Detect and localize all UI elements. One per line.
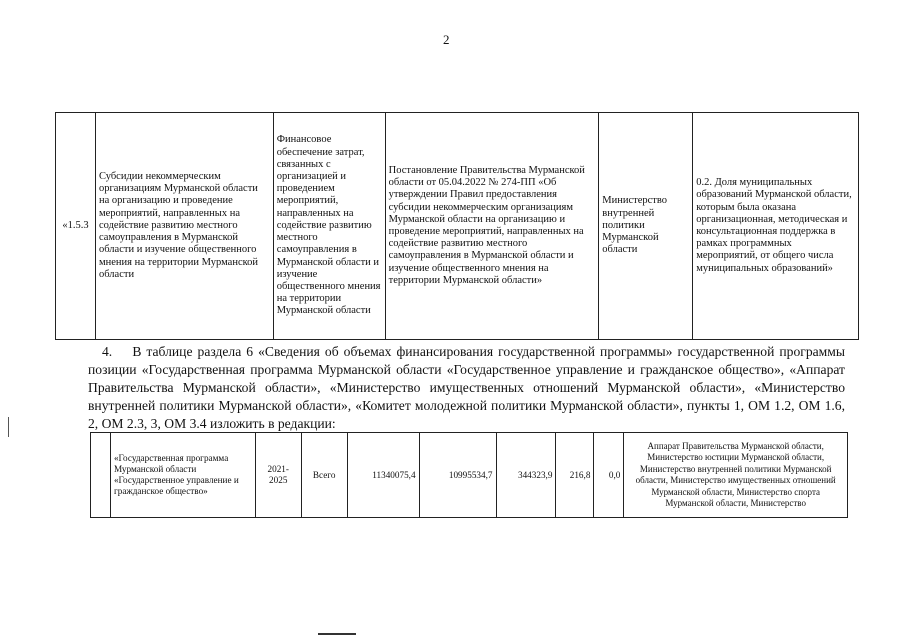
funding-value-3: 216,8 xyxy=(556,433,594,518)
page-number: 2 xyxy=(443,32,450,47)
margin-mark xyxy=(8,417,9,437)
table-row xyxy=(91,433,848,518)
table-row xyxy=(56,113,859,340)
program-executors: Аппарат Правительства Мурманской области, Министерство юстиции Мурманской области, Министерство внутренней политики Мурманской области, Министерство имущественных отношений Мурманской области, Министерство спорта Мурманской области, Министерство xyxy=(624,433,848,518)
measure-ministry: Министерство внутренней политики Мурманской области xyxy=(599,113,693,340)
funding-value-1: 10995534,7 xyxy=(419,433,496,518)
funding-value-2: 344323,9 xyxy=(496,433,556,518)
funding-source: Всего xyxy=(301,433,347,518)
amendment-paragraph xyxy=(88,343,845,433)
measures-table xyxy=(55,112,859,340)
funding-value-4: 0,0 xyxy=(594,433,624,518)
program-years: 2021-2025 xyxy=(255,433,301,518)
financing-table xyxy=(90,432,848,518)
measure-decree: Постановление Правительства Мурманской области от 05.04.2022 № 274-ПП «Об утверждении Правил предоставления субсидии некоммерческим организациям Мурманской области на организацию и проведение мероприятий, направленных на содействие развитию местного самоуправления в Мурманской области и изучение общественного мнения на территории Мурманской области» xyxy=(385,113,599,340)
measure-number: «1.5.3 xyxy=(56,113,96,340)
measure-purpose: Финансовое обеспечение затрат, связанных с организацией и проведением мероприятий, направленных на содействие развитию местного самоуправления в Мурманской области и изучение общественного мнения на территории Мурманской области xyxy=(273,113,385,340)
funding-total: 11340075,4 xyxy=(347,433,419,518)
measure-name: Субсидии некоммерческим организациям Мурманской области на организацию и проведение мероприятий, направленных на содействие развитию местного самоуправления в Мурманской области и изучение общественного мнения на территории Мурманской области xyxy=(95,113,273,340)
program-name: «Государственная программа Мурманской области «Государственное управление и гражданское общество» xyxy=(110,433,255,518)
paragraph-number: 4. xyxy=(102,344,113,359)
measure-indicator: 0.2. Доля муниципальных образований Мурманской области, которым была оказана организационная, методическая и консультационная поддержка в рамках программных мероприятий, от общего числа муниципальных образований» xyxy=(693,113,859,340)
row-number-cell xyxy=(91,433,111,518)
paragraph-text: В таблице раздела 6 «Сведения об объемах финансирования государственной программы» государственной программы позиции «Государственная программа Мурманской области «Государственное управление и гражданское общество», «Аппарат Правительства Мурманской области», «Министерство имущественных отношений Мурманской области», «Министерство внутренней политики Мурманской области», «Комитет молодежной политики Мурманской области», пункты 1, ОМ 1.2, ОМ 1.6, 2, ОМ 2.3, 3, ОМ 3.4 изложить в редакции: xyxy=(88,344,846,431)
footer-mark xyxy=(318,633,356,635)
